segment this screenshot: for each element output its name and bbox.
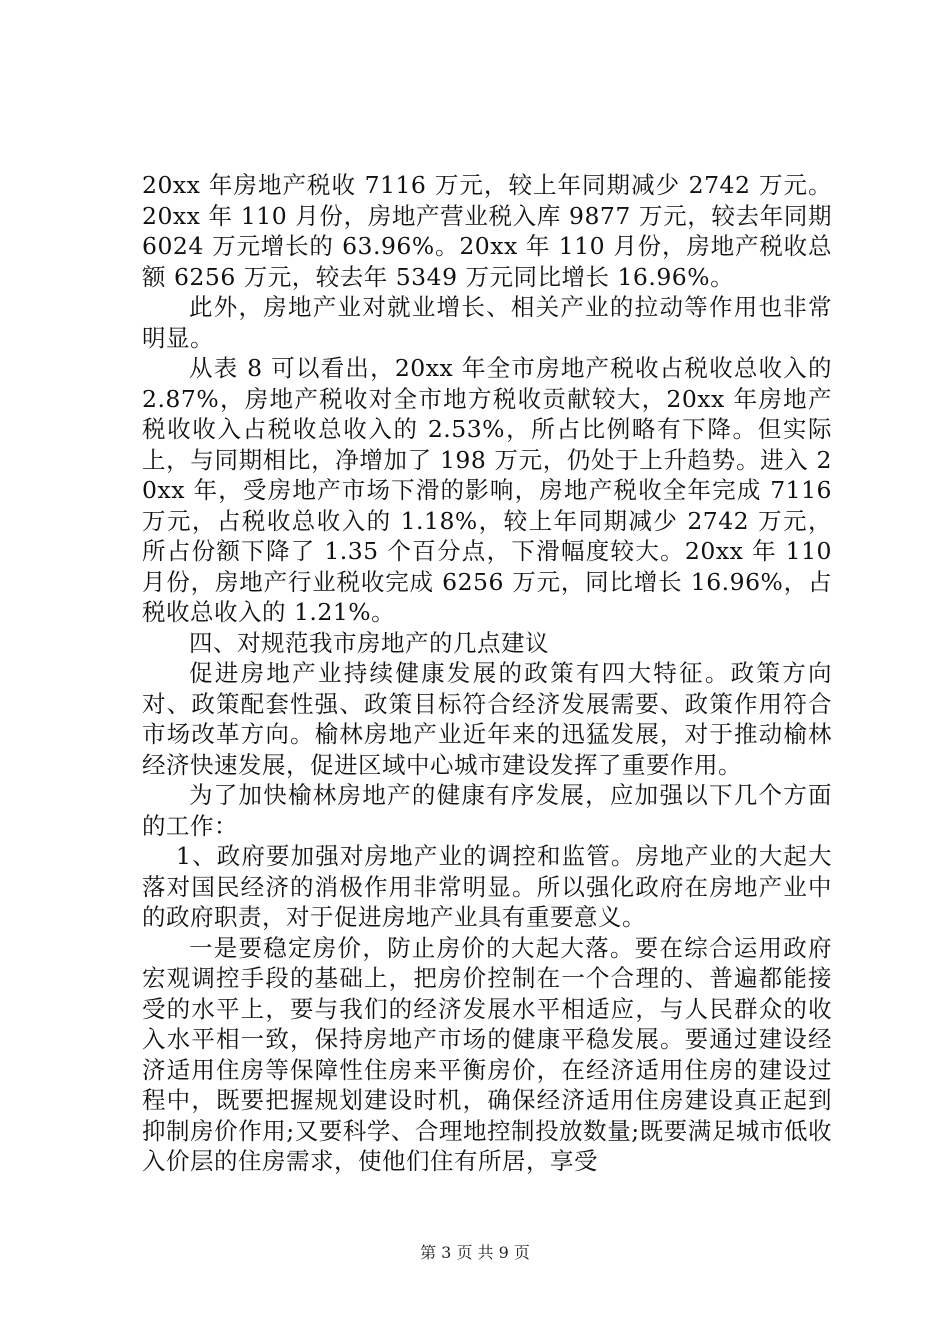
paragraph-government-regulation: 1、政府要加强对房地产业的调控和监管。房地产业的大起大落对国民经济的消极作用非常明显。所以强化政府在房地产业中的政府职责，对于促进房地产业具有重要意义。 <box>142 842 832 931</box>
paragraph-stabilize-prices: 一是要稳定房价，防止房价的大起大落。要在综合运用政府宏观调控手段的基础上，把房价控制在一个合理的、普遍都能接受的水平上，要与我们的经济发展水平相适应，与人民群众的收入水平相一致，保持房地产市场的健康平稳发展。要通过建设经济适用住房等保障性住房来平衡房价，在经济适用住房的建设过程中，既要把握规划建设时机，确保经济适用住房建设真正起到抑制房价作用;又要科学、合理地控制投放数量;既要满足城市低收入价层的住房需求，使他们住有所居，享受 <box>142 933 832 1175</box>
paragraph-employment: 此外，房地产业对就业增长、相关产业的拉动等作用也非常明显。 <box>142 293 832 352</box>
paragraph-tax-revenue: 20xx 年房地产税收 7116 万元，较上年同期减少 2742 万元。20xx 年 110 月份，房地产营业税入库 9877 万元，较去年同期 6024 万元增长的 63.96%。20xx 年 110 月份，房地产税收总额 6256 万元，较去年 5349 万元同比增长 16.96%。 <box>142 171 832 291</box>
paragraph-work-aspects: 为了加快榆林房地产的健康有序发展，应加强以下几个方面的工作： <box>142 781 832 840</box>
page-number-footer: 第 3 页 共 9 页 <box>420 1243 530 1262</box>
paragraph-policy-features: 促进房地产业持续健康发展的政策有四大特征。政策方向对、政策配套性强、政策目标符合经济发展需要、政策作用符合市场改革方向。榆林房地产业近年来的迅猛发展，对于推动榆林经济快速发展，促进区域中心城市建设发挥了重要作用。 <box>142 659 832 779</box>
paragraph-table-8: 从表 8 可以看出，20xx 年全市房地产税收占税收总收入的 2.87%，房地产税收对全市地方税收贡献较大，20xx 年房地产税收收入占税收总收入的 2.53%，所占比例略有下降。但实际上，与同期相比，净增加了 198 万元，仍处于上升趋势。进入 20xx 年，受房地产市场下滑的影响，房地产税收全年完成 7116 万元，占税收总收入的 1.18%，较上年同期减少 2742 万元，所占份额下降了 1.35 个百分点，下滑幅度较大。20xx 年 110 月份，房地产行业税收完成 6256 万元，同比增长 16.96%，占税收总收入的 1.21%。 <box>142 354 832 626</box>
document-body <box>142 170 832 1177</box>
section-heading-suggestions: 四、对规范我市房地产的几点建议 <box>189 628 549 657</box>
